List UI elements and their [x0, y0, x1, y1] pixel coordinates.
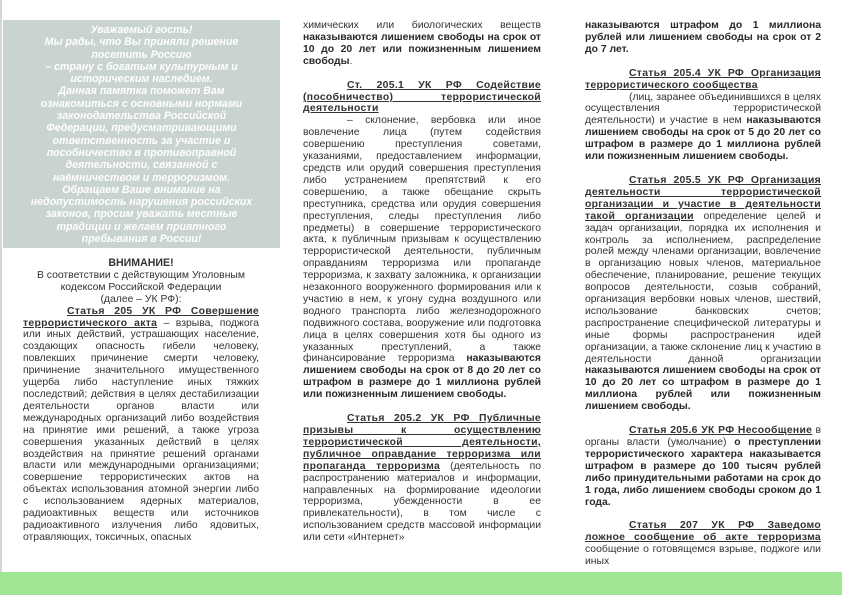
greeting-text	[3, 24, 280, 245]
article-text: сообщение о готовящемся взрыве, поджоге или иных	[585, 544, 821, 568]
article-text: .	[349, 55, 353, 67]
greeting-line: Федерации, предусматривающими	[46, 122, 237, 135]
article-paragraph	[303, 20, 541, 68]
penalty-text: наказываются штрафом до 1 миллиона рублей или лишением свободы на срок от 2 до 7 лет.	[585, 20, 821, 55]
article-text: – склонение, вербовка или иное вовлечение лица (путем содействия совершению преступления советами, указаниями, предоставлением информации, средств или орудий совершения преступления либо устранением препятствий к его совершению, а также обещание скрыть преступника, средства или орудия совершения преступления, следы преступления либо предметы) в совершение террористического акта, к публичным призывам к осуществлению террористической деятельности, публичным оправданиям терроризма или пропаганде терроризма, к захвату заложника, к организации незаконного вооруженного формирования или к участию в нем, к угону судна воздушного или водного транспорта либо железнодорожного подвижного состава, вооружение или подготовка лица в целях совершения хотя бы одного из указанных преступлений, а также финансирование терроризма	[303, 115, 541, 365]
penalty-text: наказываются лишением свободы на срок от 5 до 20 лет со штрафом в размере до 1 миллиона рублей или пожизненным лишением свободы.	[585, 115, 821, 163]
greeting-line: законодательства Российской	[56, 110, 227, 123]
greeting-line: посетить Россию	[91, 48, 192, 61]
greeting-line: наёмничеством и терроризмом.	[52, 171, 231, 184]
intro-line: кодексом Российской Федерации	[60, 281, 222, 293]
column-3	[585, 20, 821, 572]
attention-title: ВНИМАНИЕ!	[108, 258, 174, 269]
greeting-line: законов, просим уважать местные	[45, 208, 238, 221]
greeting-line: традиции и желаем приятного	[56, 220, 227, 233]
intro-line: (далее – УК РФ):	[100, 293, 182, 305]
article-paragraph	[23, 306, 259, 544]
article-paragraph	[303, 413, 541, 544]
article-text: химических или биологических веществ	[303, 20, 541, 31]
greeting-line: ответственность за участие и	[52, 134, 231, 147]
article-heading: Статья 207 УК РФ Заведомо ложное сообщение об акте терроризма	[585, 520, 821, 544]
penalty-text: наказываются лишением свободы на срок от 10 до 20 лет или пожизненным лишением свободы	[303, 31, 541, 67]
article-paragraph	[585, 175, 821, 413]
article-text: (деятельность по распространению материалов и информации, направленных на формирование идеологии терроризма, убежденности в ее привлекательности), в том числе с использованием средств массовой информации или сети «Интернет»	[303, 460, 541, 544]
greeting-line: пребывания в России!	[81, 233, 202, 246]
greeting-line: – страну с богатым культурным и	[45, 60, 238, 73]
article-heading: Ст. 205.1 УК РФ Содействие (пособничество) террористической деятельности	[303, 79, 541, 115]
greeting-line: историческим наследием.	[70, 73, 213, 86]
article-paragraph	[585, 425, 821, 508]
greeting-line: деятельности, связанной с	[65, 159, 218, 172]
greeting-line: пособничество в противоправной	[46, 146, 237, 159]
article-paragraph	[585, 68, 821, 163]
penalty-text: наказываются лишением свободы на срок от 8 до 20 лет со штрафом в размере до 1 миллиона рублей или пожизненным лишением свободы.	[303, 353, 541, 401]
article-text: (лиц, заранее объединившихся в целях осуществления террористической деятельности) и участие в нем	[585, 91, 821, 127]
column-1	[23, 258, 259, 572]
article-text: в органы власти (умолчание)	[585, 425, 821, 448]
article-text: – взрыва, поджога или иных действий, устрашающих население, создающих опасность гибели человеку, повлекших причинение смерти человеку, причинение значительного имущественного ущерба либо наступление иных тяжких последствий; действия в целях дестабилизации деятельности органов власти или международных организаций либо воздействия на принятие ими решений, а также угроза совершения указанных действий в целях воздействия на принятие решений органами власти или международными организациями; совершение террористических актов на объектах использования атомной энергии либо с использованием ядерных материалов, радиоактивных веществ или источников радиоактивного излучения либо ядовитых, отравляющих, токсичных, опасных	[23, 317, 259, 543]
footer-bar	[0, 572, 842, 595]
greeting-line: недопустимость нарушения российских	[30, 196, 253, 209]
article-heading: Статья 205.2 УК РФ Публичные призывы к осуществлению террористической деятельности, публичное оправдание терроризма или пропаганда терроризма	[303, 413, 541, 472]
article-heading: Статья 205.6 УК РФ Несообщение	[629, 425, 813, 437]
article-paragraph	[585, 520, 821, 568]
penalty-text: о преступлении террористического характера наказывается штрафом в размере до 100 тысяч рублей либо принудительными работами на срок до 1 года, либо лишением свободы сроком до 1 года.	[585, 437, 821, 508]
greeting-line: Уважаемый гость!	[90, 24, 193, 36]
article-paragraph	[303, 80, 541, 401]
greeting-line: Данная памятка поможет Вам	[58, 85, 225, 98]
greeting-box	[3, 20, 280, 248]
penalty-text: наказываются лишением свободы на срок от 10 до 20 лет со штрафом в размере до 1 миллиона рублей или пожизненным лишением свободы.	[585, 365, 821, 413]
article-heading: Статья 205 УК РФ Совершение террористического акта	[23, 305, 259, 329]
left-border	[0, 0, 2, 572]
greeting-line: Обращаем Ваше внимание на	[62, 183, 221, 196]
article-heading: Статья 205.5 УК РФ Организация деятельности террористической организации и участие в деятельности такой организации	[585, 174, 821, 222]
article-paragraph	[585, 20, 821, 56]
greeting-line: ознакомиться с основными нормами	[40, 97, 243, 110]
article-text: определение целей и задач организации, порядка их исполнения и контроль за исполнением, распределение ролей между членами организации, вовлечение в организацию новых членов, материальное обеспечение, планирование, решение текущих вопросов деятельности, созыв собраний, организация вербовки новых членов, шествий, использование банковских счетов; распространение специфической литературы и иные формы распространения идей организации, а также склонение лиц к участию в деятельности данной организации	[585, 210, 821, 365]
column-2	[303, 20, 541, 572]
intro-line: В соответствии с действующим Уголовным	[36, 269, 246, 281]
greeting-line: Мы рады, что Вы приняли решение	[44, 36, 239, 49]
article-heading: Статья 205.4 УК РФ Организация террористического сообщества	[585, 67, 821, 91]
